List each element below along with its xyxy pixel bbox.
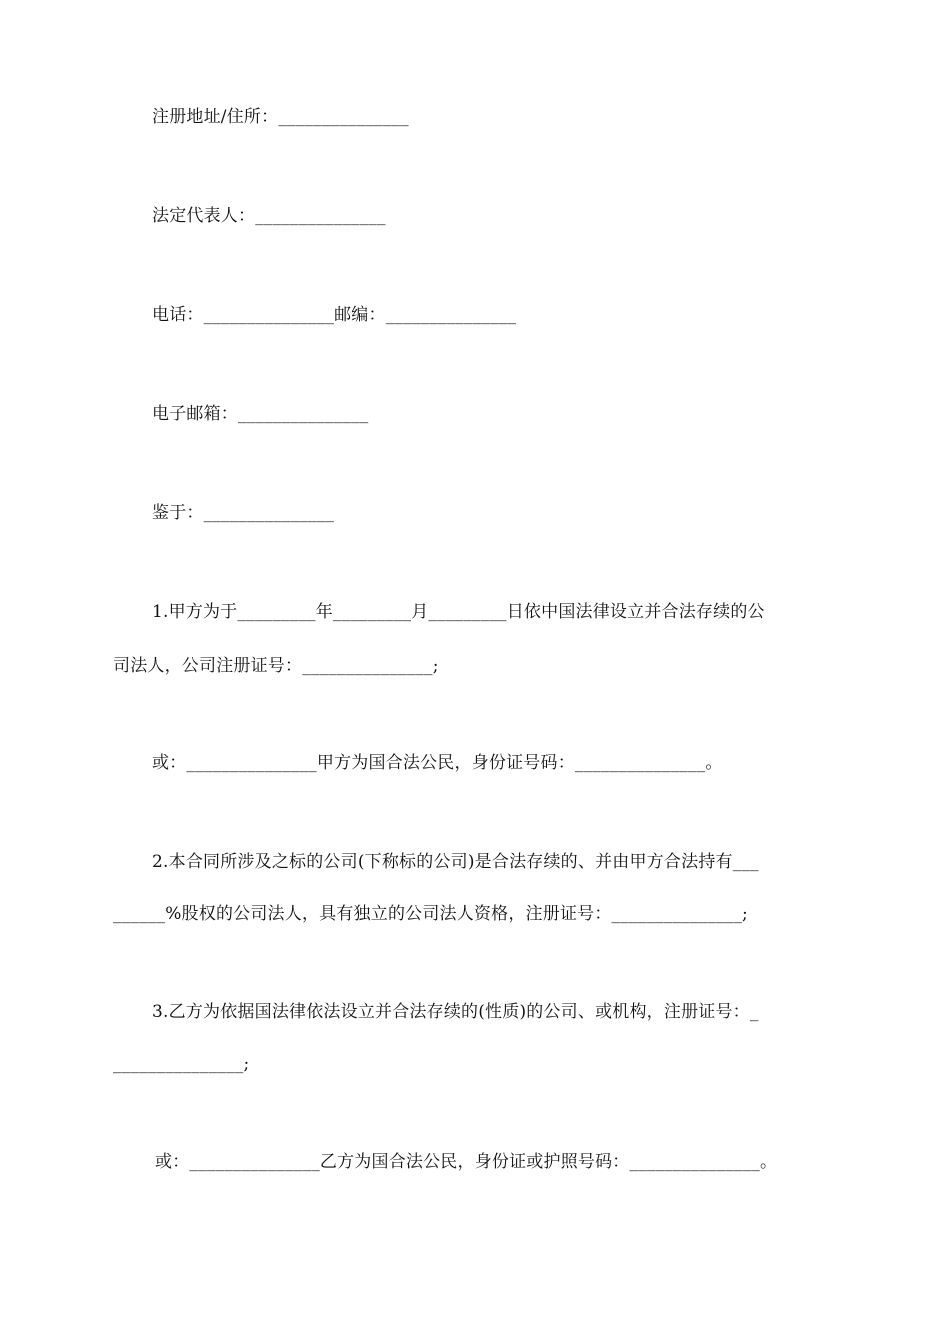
clause-3-line-1: 3.乙方为依据国法律依法设立并合法存续的(性质)的公司、或机构，注册证号：_ <box>152 1002 759 1022</box>
clause-2-line-2: ______%股权的公司法人，具有独立的公司法人资格，注册证号：_______________; <box>113 904 748 924</box>
clause-1-line-2: 司法人，公司注册证号：_______________; <box>113 656 439 676</box>
clause-3-line-2: _______________; <box>113 1054 250 1074</box>
phone-postcode-line: 电话：_______________邮编：_______________ <box>152 305 517 325</box>
legal-representative-line: 法定代表人：_______________ <box>152 206 386 226</box>
email-line: 电子邮箱：_______________ <box>152 404 369 424</box>
party-b-citizen-line: 或：_______________乙方为国合法公民，身份证或护照号码：_______________。 <box>155 1152 778 1172</box>
clause-1-line-1: 1.甲方为于_________年_________月_________日依中国法律设立并合法存续的公 <box>152 602 765 622</box>
whereas-line: 鉴于：_______________ <box>152 503 335 523</box>
registered-address-line: 注册地址/住所：_______________ <box>152 107 409 127</box>
clause-2-line-1: 2.本合同所涉及之标的公司(下称标的公司)是合法存续的、并由甲方合法持有___ <box>152 852 759 872</box>
party-a-citizen-line: 或：_______________甲方为国合法公民，身份证号码：_______________。 <box>152 753 723 773</box>
